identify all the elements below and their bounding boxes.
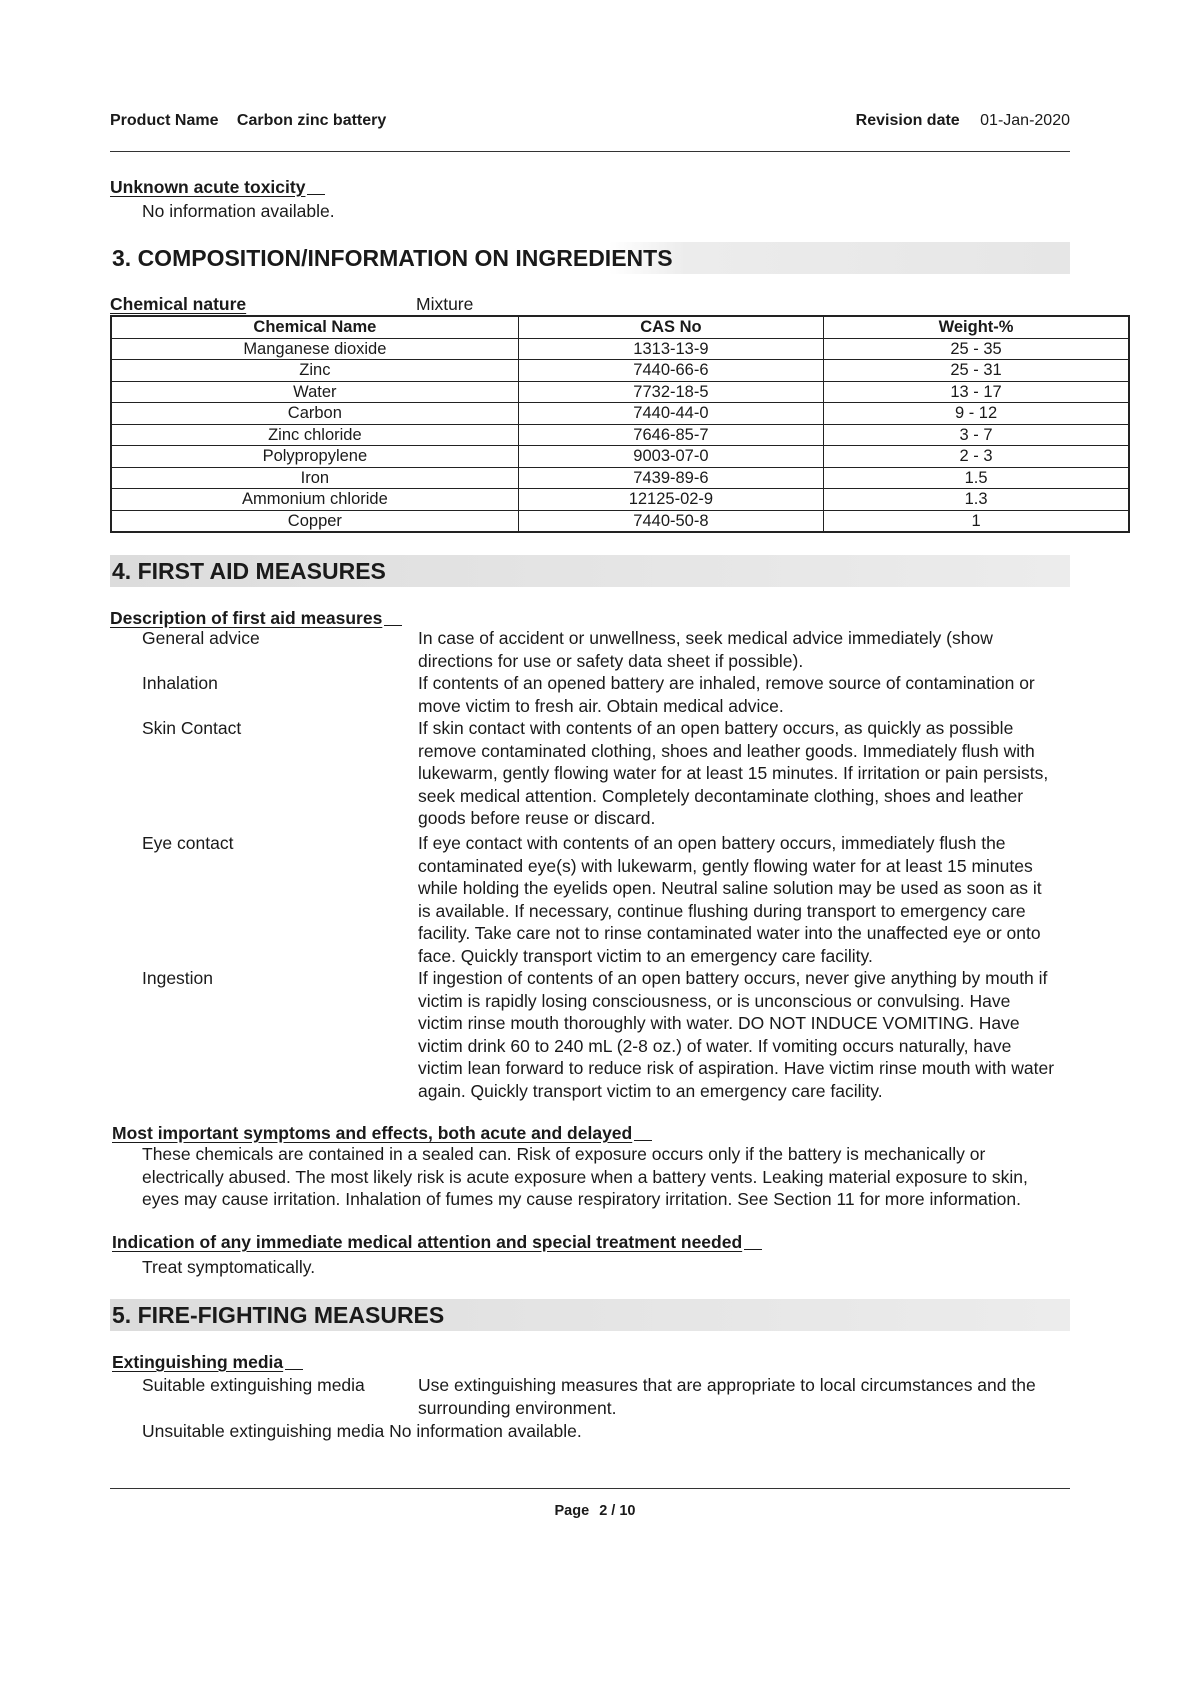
- column-header-weight: Weight-%: [824, 316, 1129, 338]
- cas-no-cell: 7440-44-0: [518, 403, 823, 425]
- first-aid-line: If skin contact with contents of an open battery occurs, as quickly as possible: [418, 718, 1014, 738]
- section-4-title: 4. FIRST AID MEASURES: [112, 558, 386, 584]
- symptoms-heading: [112, 1123, 652, 1144]
- chemical-nature-label: Chemical nature: [110, 294, 247, 314]
- revision-date: [856, 112, 1070, 130]
- cas-no-cell: 12125-02-9: [518, 489, 823, 511]
- page-value: 2 / 10: [599, 1503, 636, 1519]
- description-first-aid-heading: [110, 608, 402, 629]
- first-aid-line: contaminated eye(s) with lukewarm, gently flowing water for at least 15 minutes: [418, 855, 1033, 876]
- table-header-row: [111, 316, 1129, 338]
- first-aid-line: is available. If necessary, continue flushing during transport to emergency care: [418, 900, 1026, 921]
- table-row: [111, 424, 1129, 446]
- chemical-name-cell: Carbon: [111, 403, 518, 425]
- first-aid-label: Eye contact: [142, 833, 234, 853]
- first-aid-line: directions for use or safety data sheet if possible).: [418, 650, 804, 671]
- chemical-name-cell: Zinc: [111, 360, 518, 382]
- revision-date-value: 01-Jan-2020: [980, 112, 1070, 129]
- symptoms-paragraph: [142, 1143, 1028, 1211]
- suitable-media-text: [418, 1374, 1118, 1419]
- product-name-value: Carbon zinc battery: [236, 112, 387, 129]
- product-name: [110, 112, 400, 130]
- symptoms-heading-text: Most important symptoms and effects, both acute and delayed: [112, 1123, 633, 1143]
- extinguishing-media-heading-text: Extinguishing media: [112, 1352, 284, 1372]
- chemical-name-cell: Manganese dioxide: [111, 338, 518, 360]
- symptoms-line: eyes may cause irritation. Inhalation of fumes my cause respiratory irritation. See Section 11 for more information.: [142, 1189, 1021, 1209]
- table-row: [111, 446, 1129, 468]
- chemical-nature-value: Mixture: [416, 294, 474, 314]
- first-aid-line: face. Quickly transport victim to an emergency care facility.: [418, 945, 873, 966]
- table-row: [111, 338, 1129, 360]
- ingredients-table: [110, 315, 1130, 533]
- page-number: [0, 1503, 1190, 1519]
- cas-no-cell: 7646-85-7: [518, 424, 823, 446]
- first-aid-text: [418, 627, 1132, 672]
- chemical-name-cell: Iron: [111, 467, 518, 489]
- first-aid-line: facility. Take care not to rinse contaminated water into the unaffected eye or onto: [418, 923, 1041, 943]
- chemical-name-cell: Polypropylene: [111, 446, 518, 468]
- chemical-name-cell: Zinc chloride: [111, 424, 518, 446]
- unsuitable-media-label: Unsuitable extinguishing media: [142, 1421, 385, 1441]
- first-aid-line: while holding the eyelids open. Neutral saline solution may be used as soon as it: [418, 878, 1042, 898]
- product-name-label: Product Name: [110, 112, 219, 129]
- first-aid-line: victim drink 60 to 240 mL (2-8 oz.) of water. If vomiting occurs naturally, have: [418, 1035, 1012, 1056]
- first-aid-text: [418, 717, 1132, 830]
- first-aid-line: again. Quickly transport victim to an emergency care facility.: [418, 1080, 883, 1101]
- chemical-name-cell: Ammonium chloride: [111, 489, 518, 511]
- symptoms-line: These chemicals are contained in a sealed can. Risk of exposure occurs only if the battery is mechanically or: [142, 1144, 986, 1164]
- section-3-title: 3. COMPOSITION/INFORMATION ON INGREDIENTS: [112, 245, 673, 271]
- first-aid-line: If ingestion of contents of an open battery occurs, never give anything by mouth if: [418, 968, 1048, 988]
- table-row: [111, 360, 1129, 382]
- weight-cell: 25 - 35: [824, 338, 1129, 360]
- weight-cell: 13 - 17: [824, 381, 1129, 403]
- chemical-nature-heading: [110, 294, 246, 315]
- first-aid-text: [418, 672, 1132, 717]
- description-first-aid-heading-text: Description of first aid measures: [110, 608, 383, 628]
- cas-no-cell: 7440-66-6: [518, 360, 823, 382]
- symptoms-line: electrically abused. The most likely risk is acute exposure when a battery vents. Leaking material exposure to skin,: [142, 1166, 1028, 1187]
- first-aid-text: [418, 967, 1132, 1102]
- first-aid-line: seek medical attention. Completely decontaminate clothing, shoes and leather: [418, 785, 1024, 806]
- chemical-name-cell: Copper: [111, 510, 518, 532]
- weight-cell: 1.3: [824, 489, 1129, 511]
- weight-cell: 25 - 31: [824, 360, 1129, 382]
- table-row: [111, 403, 1129, 425]
- revision-date-label: Revision date: [855, 112, 960, 129]
- cas-no-cell: 7439-89-6: [518, 467, 823, 489]
- first-aid-line: lukewarm, gently flowing water for at least 15 minutes. If irritation or pain persists,: [418, 763, 1049, 783]
- table-row: [111, 489, 1129, 511]
- page-header: [110, 112, 1070, 132]
- first-aid-text: [418, 832, 1132, 967]
- first-aid-line: victim rinse mouth thoroughly with water. DO NOT INDUCE VOMITING. Have: [418, 1013, 1020, 1033]
- weight-cell: 1.5: [824, 467, 1129, 489]
- unsuitable-media-text: No information available.: [389, 1421, 582, 1441]
- first-aid-label: Ingestion: [142, 968, 214, 988]
- column-header-cas-no: CAS No: [518, 316, 823, 338]
- first-aid-label: Skin Contact: [142, 718, 242, 738]
- table-row: [111, 510, 1129, 532]
- weight-cell: 9 - 12: [824, 403, 1129, 425]
- first-aid-label: General advice: [142, 628, 260, 648]
- first-aid-line: move victim to fresh air. Obtain medical advice.: [418, 695, 784, 716]
- cas-no-cell: 7440-50-8: [518, 510, 823, 532]
- column-header-chemical-name: Chemical Name: [111, 316, 518, 338]
- unknown-toxicity-text: No information available.: [142, 201, 335, 221]
- first-aid-line: remove contaminated clothing, shoes and leather goods. Immediately flush with: [418, 740, 1035, 761]
- section-3-bar: [110, 242, 1070, 274]
- weight-cell: 1: [824, 510, 1129, 532]
- table-row: [111, 381, 1129, 403]
- first-aid-line: goods before reuse or discard.: [418, 808, 656, 828]
- indication-heading-text: Indication of any immediate medical attention and special treatment needed: [112, 1232, 743, 1252]
- first-aid-line: In case of accident or unwellness, seek medical advice immediately (show: [418, 628, 993, 648]
- unknown-toxicity-heading-text: Unknown acute toxicity: [110, 177, 306, 197]
- first-aid-line: If eye contact with contents of an open battery occurs, immediately flush the: [418, 833, 1006, 853]
- section-5-title: 5. FIRE-FIGHTING MEASURES: [112, 1302, 445, 1328]
- cas-no-cell: 9003-07-0: [518, 446, 823, 468]
- unsuitable-media-row: [142, 1420, 582, 1443]
- cas-no-cell: 7732-18-5: [518, 381, 823, 403]
- unknown-toxicity-heading: [110, 177, 325, 198]
- header-divider: [110, 151, 1070, 152]
- chemical-name-cell: Water: [111, 381, 518, 403]
- section-5-bar: [110, 1299, 1070, 1331]
- section-4-bar: [110, 555, 1070, 587]
- indication-text: Treat symptomatically.: [142, 1257, 316, 1277]
- weight-cell: 3 - 7: [824, 424, 1129, 446]
- cas-no-cell: 1313-13-9: [518, 338, 823, 360]
- first-aid-line: If contents of an opened battery are inhaled, remove source of contamination or: [418, 673, 1035, 693]
- suitable-media-line: Use extinguishing measures that are appropriate to local circumstances and the: [418, 1375, 1036, 1395]
- first-aid-label: Inhalation: [142, 673, 218, 693]
- extinguishing-media-heading: [112, 1352, 303, 1373]
- suitable-media-line: surrounding environment.: [418, 1397, 617, 1418]
- page-label: Page: [554, 1503, 590, 1519]
- first-aid-line: victim is rapidly losing consciousness, or is unconscious or convulsing. Have: [418, 990, 1011, 1011]
- indication-heading: [112, 1232, 762, 1253]
- weight-cell: 2 - 3: [824, 446, 1129, 468]
- suitable-media-label: Suitable extinguishing media: [142, 1375, 365, 1395]
- first-aid-line: victim lean forward to reduce risk of aspiration. Have victim rinse mouth with water: [418, 1058, 1055, 1078]
- footer-divider: [110, 1488, 1070, 1489]
- table-row: [111, 467, 1129, 489]
